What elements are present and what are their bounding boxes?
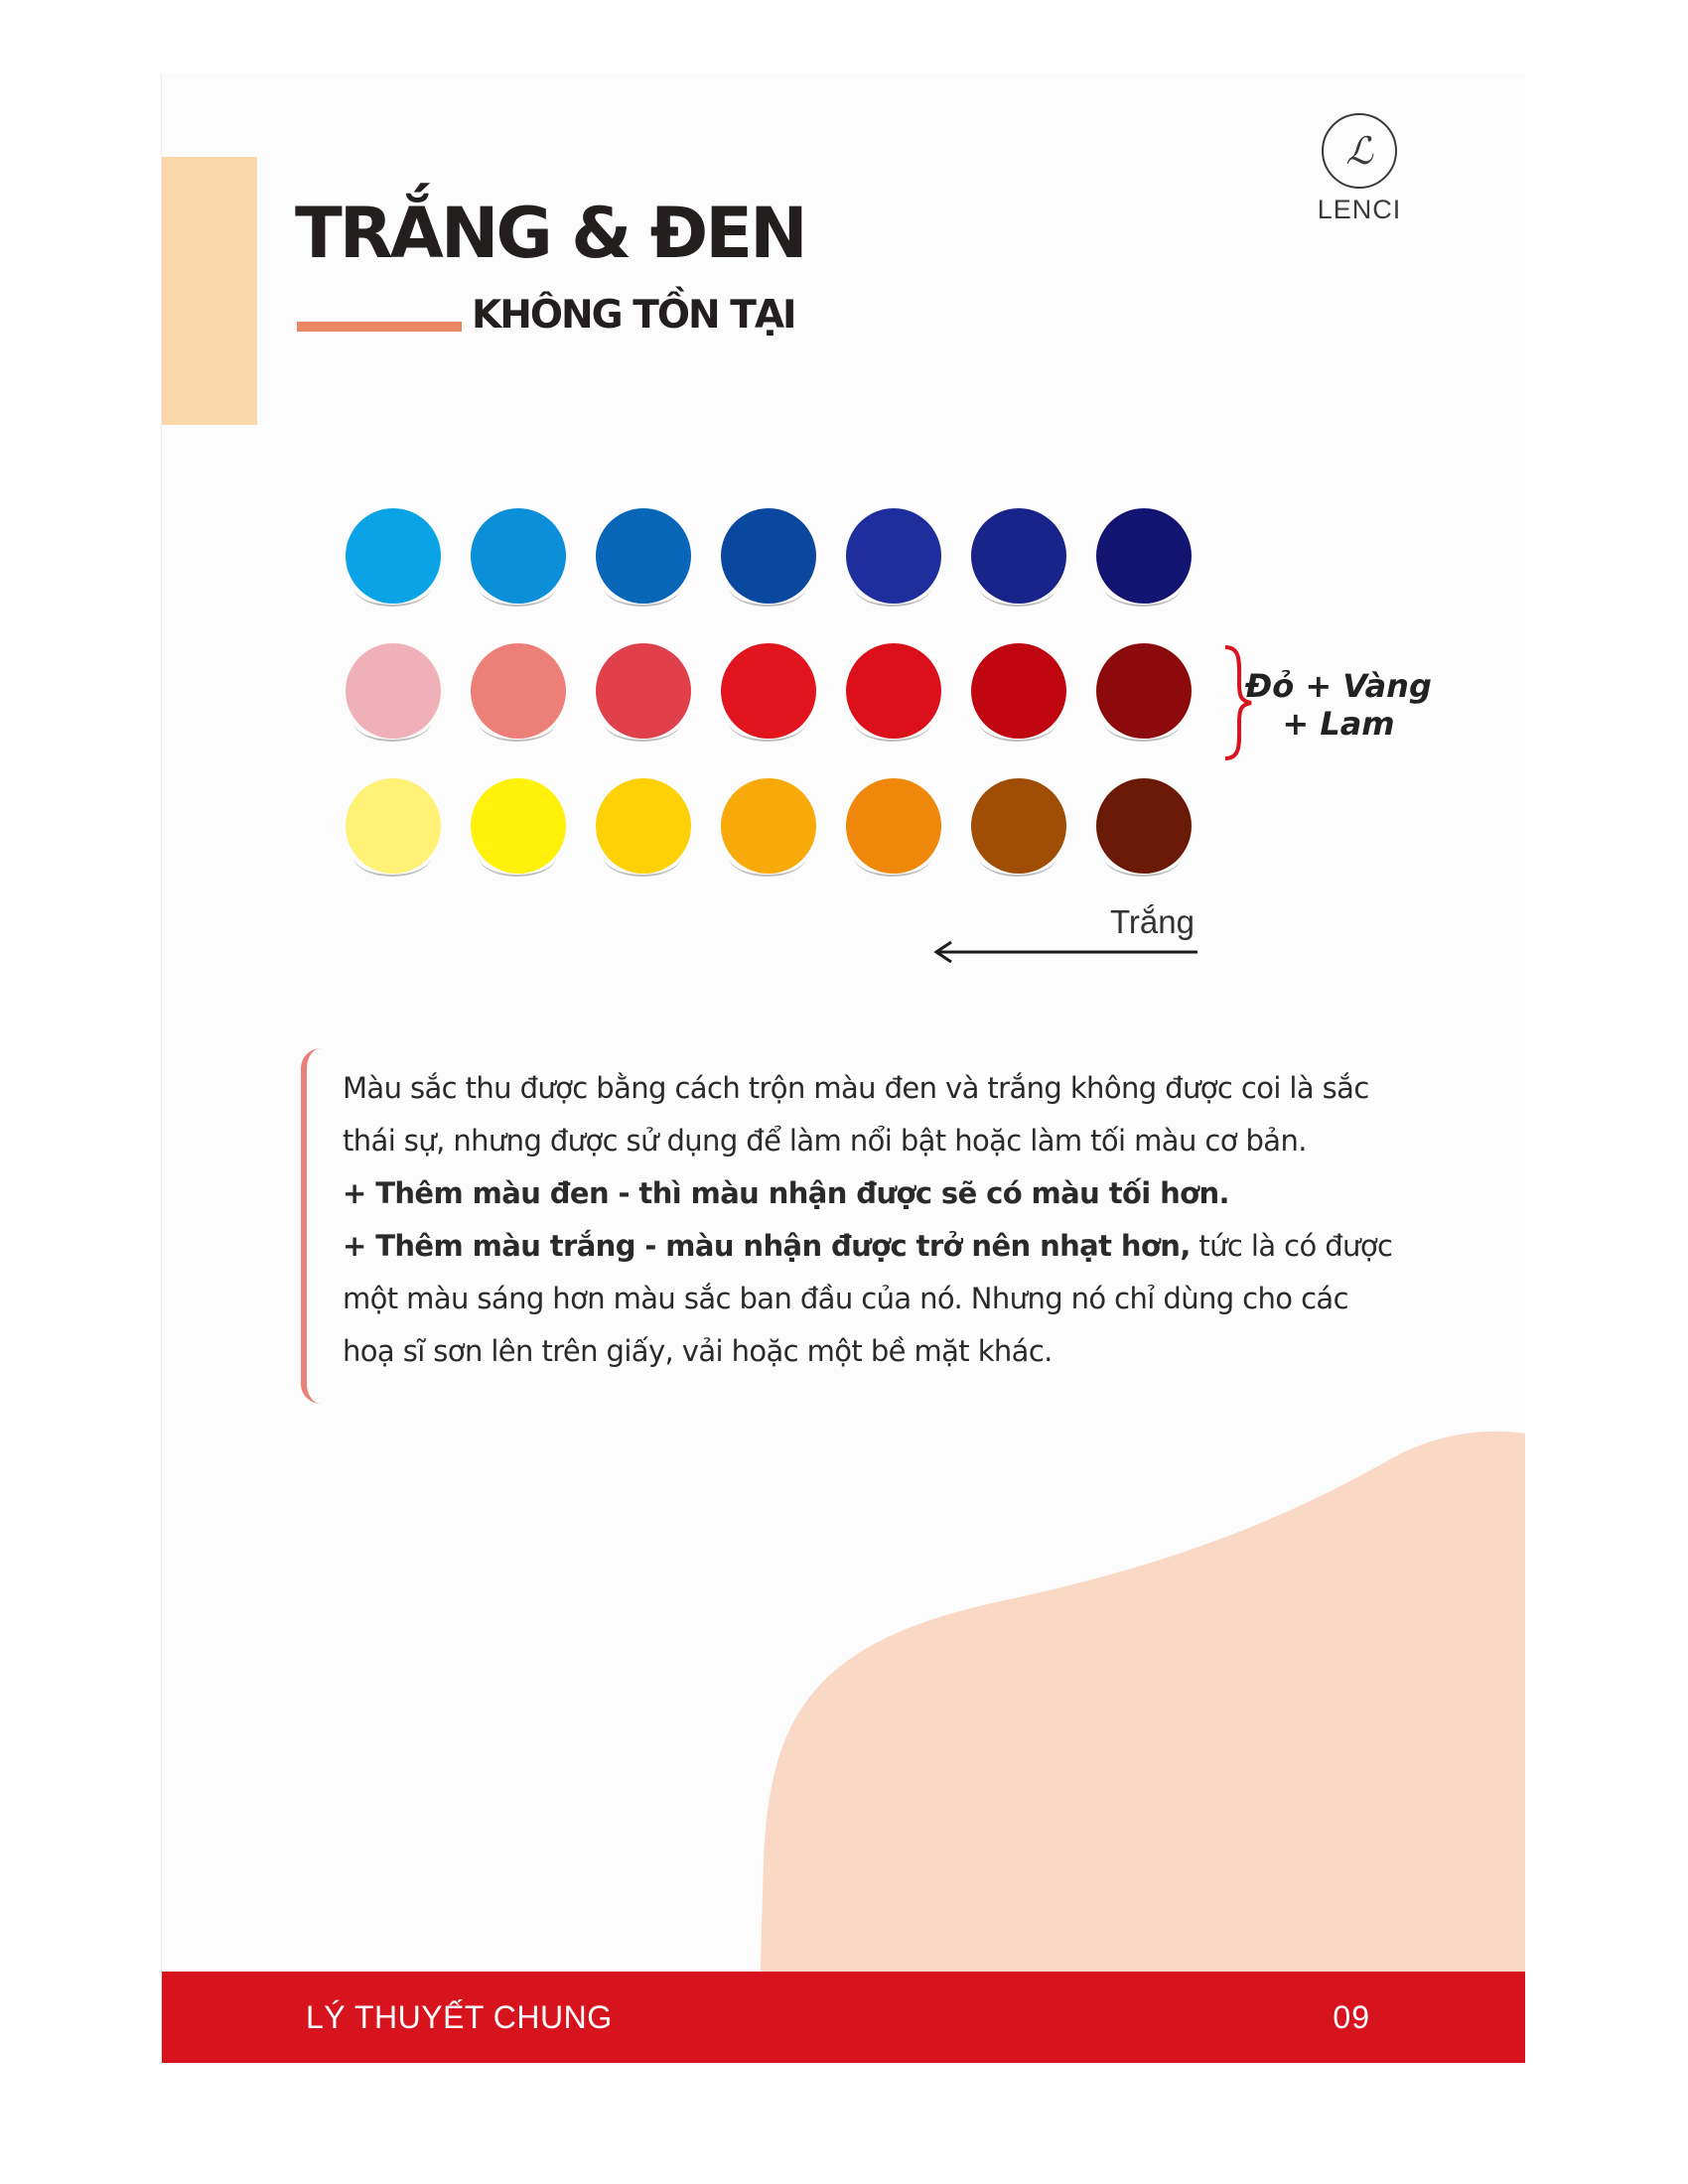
color-swatch [721,778,816,874]
accent-block [162,157,257,425]
title-rule [297,322,462,332]
color-swatch [971,508,1066,604]
color-swatch [971,643,1066,739]
note-black-rule: + Thêm màu đen - thì màu nhận được sẽ có màu tối hơn. [343,1176,1229,1210]
logo-mark-glyph: ℒ [1345,129,1373,173]
note-accent-bar [301,1048,323,1404]
color-swatch [471,508,566,604]
color-swatch [846,643,941,739]
color-swatch [596,778,691,874]
color-swatch [346,643,441,739]
mix-label-line1: Đỏ + Vàng [1245,667,1432,705]
color-swatch [1096,643,1192,739]
color-swatch [346,508,441,604]
page-subtitle: KHÔNG TỒN TẠI [472,293,795,338]
logo-mark-icon [1320,111,1399,191]
page-title: TRẮNG & ĐEN [295,193,805,274]
mix-label-line2: + Lam [1282,705,1395,743]
color-swatch [846,508,941,604]
color-swatch [721,508,816,604]
document-page [161,73,1525,2063]
page-number: 09 [1333,1999,1370,2035]
color-swatch [1096,508,1192,604]
note-intro: Màu sắc thu được bằng cách trộn màu đen và trắng không được coi là sắc thái sự, nhưng được sử dụng để làm nổi bật hoặc làm tối màu cơ bản. [343,1071,1369,1158]
color-swatch [471,778,566,874]
brand-name: LENCI [1317,195,1402,224]
brand-logo [1302,111,1421,240]
footer-bar [162,1972,1525,2063]
mix-label [1239,667,1438,743]
color-swatch [596,643,691,739]
white-label: Trắng [1110,903,1195,940]
color-swatch [971,778,1066,874]
color-swatch [1096,778,1192,874]
color-swatch [346,778,441,874]
body-note [343,1062,1395,1378]
note-white-rest: tức là có được một màu sáng hơn màu sắc ban đầu của nó. Nhưng nó chỉ dùng cho các hoạ sĩ sơn lên trên giấy, vải hoặc một bề mặt khác. [343,1229,1393,1368]
arrow-left-icon [931,937,1199,967]
color-swatch [721,643,816,739]
color-swatch [846,778,941,874]
color-swatch [471,643,566,739]
footer-section-label: LÝ THUYẾT CHUNG [306,1999,613,2035]
note-white-rule: + Thêm màu trắng - màu nhận được trở nên nhạt hơn, [343,1229,1191,1263]
color-swatch [596,508,691,604]
